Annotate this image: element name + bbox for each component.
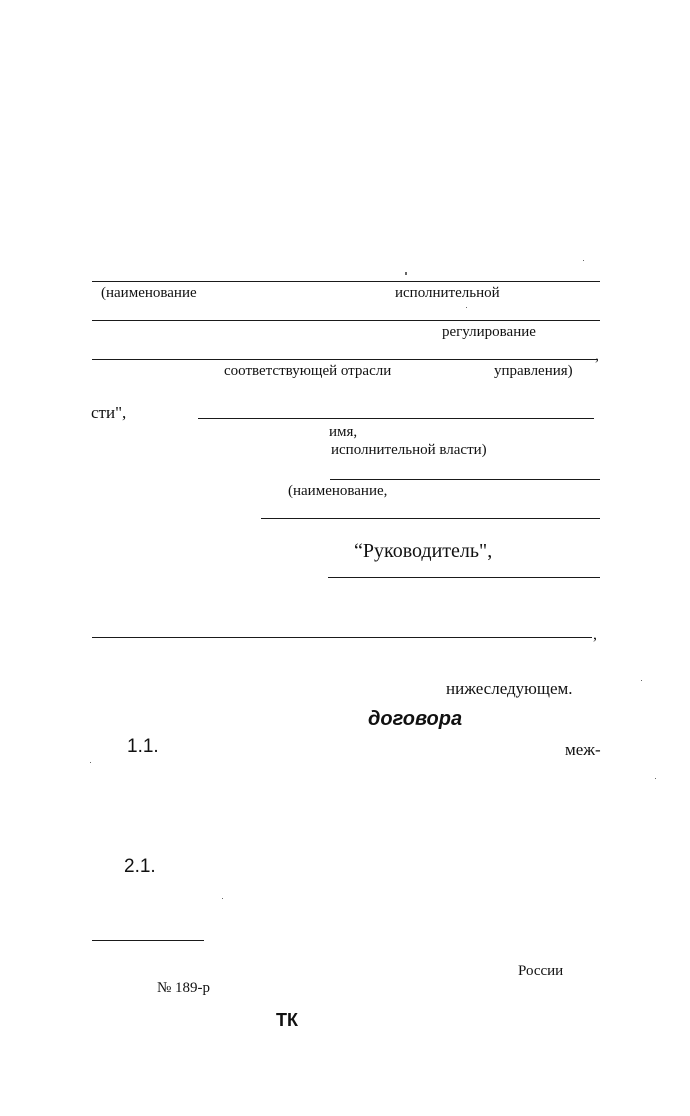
blank-line-organization-2 bbox=[92, 320, 600, 321]
clause-number-2-1: 2.1. bbox=[124, 856, 156, 877]
field-label-name-2: (наименование, bbox=[288, 483, 388, 499]
scan-speck bbox=[655, 778, 656, 779]
footnote-separator bbox=[92, 940, 204, 941]
scan-speck bbox=[405, 272, 407, 275]
text-following: нижеследующем. bbox=[446, 679, 573, 698]
field-label-executive: исполнительной bbox=[395, 285, 500, 301]
field-label-name: (наименование bbox=[101, 285, 197, 301]
field-label-regulation: регулирование bbox=[442, 324, 536, 340]
line-end-comma: , bbox=[595, 347, 599, 364]
scan-speck bbox=[222, 898, 223, 899]
field-label-executive-power: исполнительной власти) bbox=[331, 442, 487, 458]
blank-line-head-name bbox=[198, 418, 594, 419]
field-label-branch: соответствующей отрасли bbox=[224, 363, 392, 379]
clause-text-end: меж- bbox=[565, 740, 601, 759]
long-line-comma: , bbox=[593, 626, 597, 643]
footnote-russia: России bbox=[518, 963, 564, 979]
scan-speck bbox=[641, 680, 642, 681]
field-label-management: управления) bbox=[494, 363, 573, 379]
clause-number-1-1: 1.1. bbox=[127, 736, 159, 757]
scan-speck bbox=[90, 762, 91, 763]
field-label-first-name: имя, bbox=[329, 424, 358, 440]
blank-line-organization-3 bbox=[92, 359, 596, 360]
scan-speck bbox=[583, 260, 584, 261]
footnote-order-number: № 189-р bbox=[157, 980, 211, 996]
blank-line-organization-name bbox=[330, 479, 600, 480]
text-rukovoditel: “Руководитель", bbox=[354, 540, 493, 562]
blank-line-organization-1 bbox=[92, 281, 600, 282]
scan-speck bbox=[466, 307, 467, 308]
footnote-tk: ТК bbox=[276, 1010, 298, 1030]
section-title: договора bbox=[368, 708, 463, 730]
blank-line-rukovoditel bbox=[328, 577, 600, 578]
blank-line-details bbox=[261, 518, 600, 519]
blank-line-long bbox=[92, 637, 592, 638]
text-fragment-sti: сти", bbox=[91, 403, 127, 422]
